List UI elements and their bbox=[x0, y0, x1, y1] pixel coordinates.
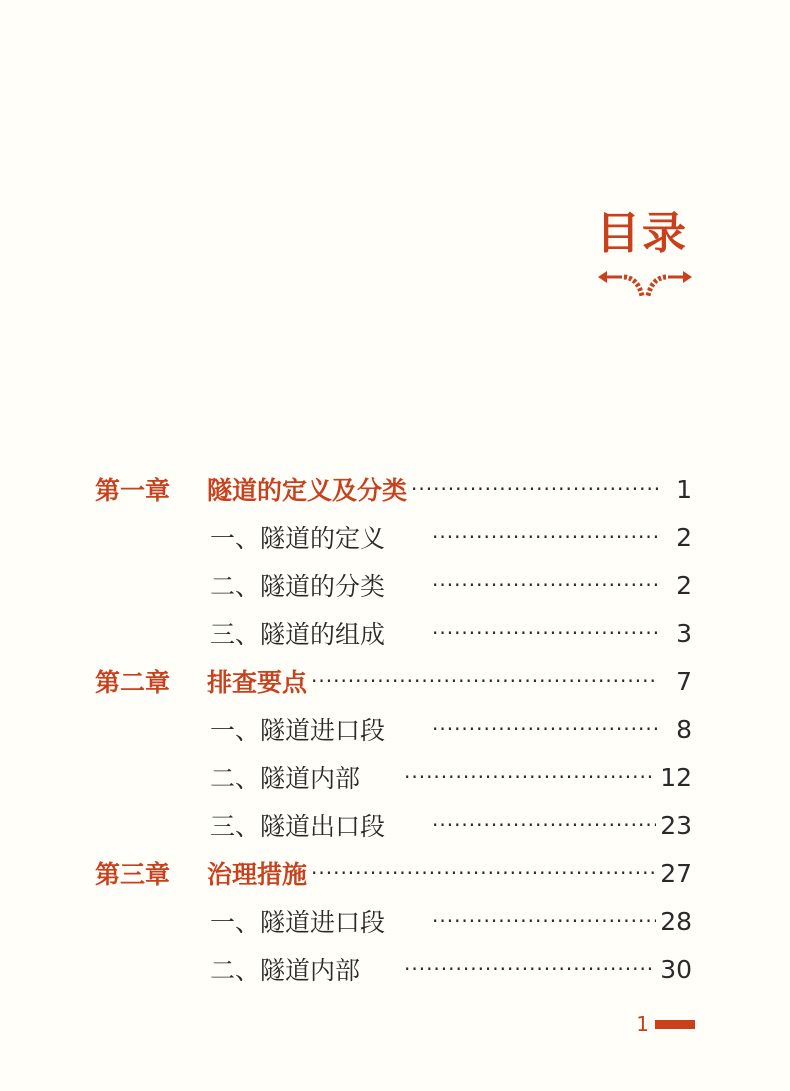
dot-leader bbox=[432, 813, 656, 837]
page-footer bbox=[636, 1012, 695, 1036]
page-number: 30 bbox=[660, 954, 692, 984]
arrows-ornament-icon bbox=[598, 268, 692, 300]
toc-section-row[interactable] bbox=[210, 801, 692, 849]
chapter-label: 第二章 bbox=[95, 668, 171, 697]
toc-section-row[interactable] bbox=[210, 561, 692, 609]
chapter-label: 第一章 bbox=[95, 476, 171, 505]
toc-section-row[interactable] bbox=[210, 513, 692, 561]
section-title: 一、隧道进口段 bbox=[210, 908, 386, 937]
chapter-label: 第三章 bbox=[95, 860, 171, 889]
page-number: 3 bbox=[676, 618, 692, 648]
footer-bar bbox=[655, 1020, 695, 1029]
chapter-title: 排查要点 bbox=[207, 668, 308, 697]
page-number: 2 bbox=[676, 522, 692, 552]
toc-chapter-row[interactable] bbox=[95, 465, 692, 513]
chapter-title: 治理措施 bbox=[207, 860, 308, 889]
page-title: 目录 bbox=[596, 208, 688, 259]
dot-leader bbox=[311, 861, 656, 885]
section-title: 二、隧道内部 bbox=[210, 956, 361, 985]
page-number: 1 bbox=[676, 474, 692, 504]
dot-leader bbox=[432, 717, 658, 741]
footer-page-number: 1 bbox=[636, 1012, 649, 1036]
toc-section-row[interactable] bbox=[210, 705, 692, 753]
toc-section-row[interactable] bbox=[210, 945, 692, 993]
page-number: 27 bbox=[660, 858, 692, 888]
section-title: 二、隧道内部 bbox=[210, 764, 361, 793]
toc-chapter-row[interactable] bbox=[95, 849, 692, 897]
dot-leader bbox=[311, 669, 658, 693]
section-title: 一、隧道的定义 bbox=[210, 524, 386, 553]
dot-leader bbox=[411, 477, 658, 501]
dot-leader bbox=[432, 909, 656, 933]
section-title: 一、隧道进口段 bbox=[210, 716, 386, 745]
dot-leader bbox=[404, 957, 656, 981]
section-title: 三、隧道的组成 bbox=[210, 620, 386, 649]
dot-leader bbox=[432, 525, 658, 549]
page-number: 28 bbox=[660, 906, 692, 936]
toc-section-row[interactable] bbox=[210, 609, 692, 657]
dot-leader bbox=[432, 573, 658, 597]
page-number: 12 bbox=[660, 762, 692, 792]
dot-leader bbox=[432, 621, 658, 645]
dot-leader bbox=[404, 765, 656, 789]
toc-section-row[interactable] bbox=[210, 897, 692, 945]
page-number: 23 bbox=[660, 810, 692, 840]
toc-section-row[interactable] bbox=[210, 753, 692, 801]
section-title: 三、隧道出口段 bbox=[210, 812, 386, 841]
page-number: 2 bbox=[676, 570, 692, 600]
chapter-title: 隧道的定义及分类 bbox=[207, 476, 408, 505]
page-number: 7 bbox=[676, 666, 692, 696]
section-title: 二、隧道的分类 bbox=[210, 572, 386, 601]
toc-chapter-row[interactable] bbox=[95, 657, 692, 705]
page-number: 8 bbox=[676, 714, 692, 744]
